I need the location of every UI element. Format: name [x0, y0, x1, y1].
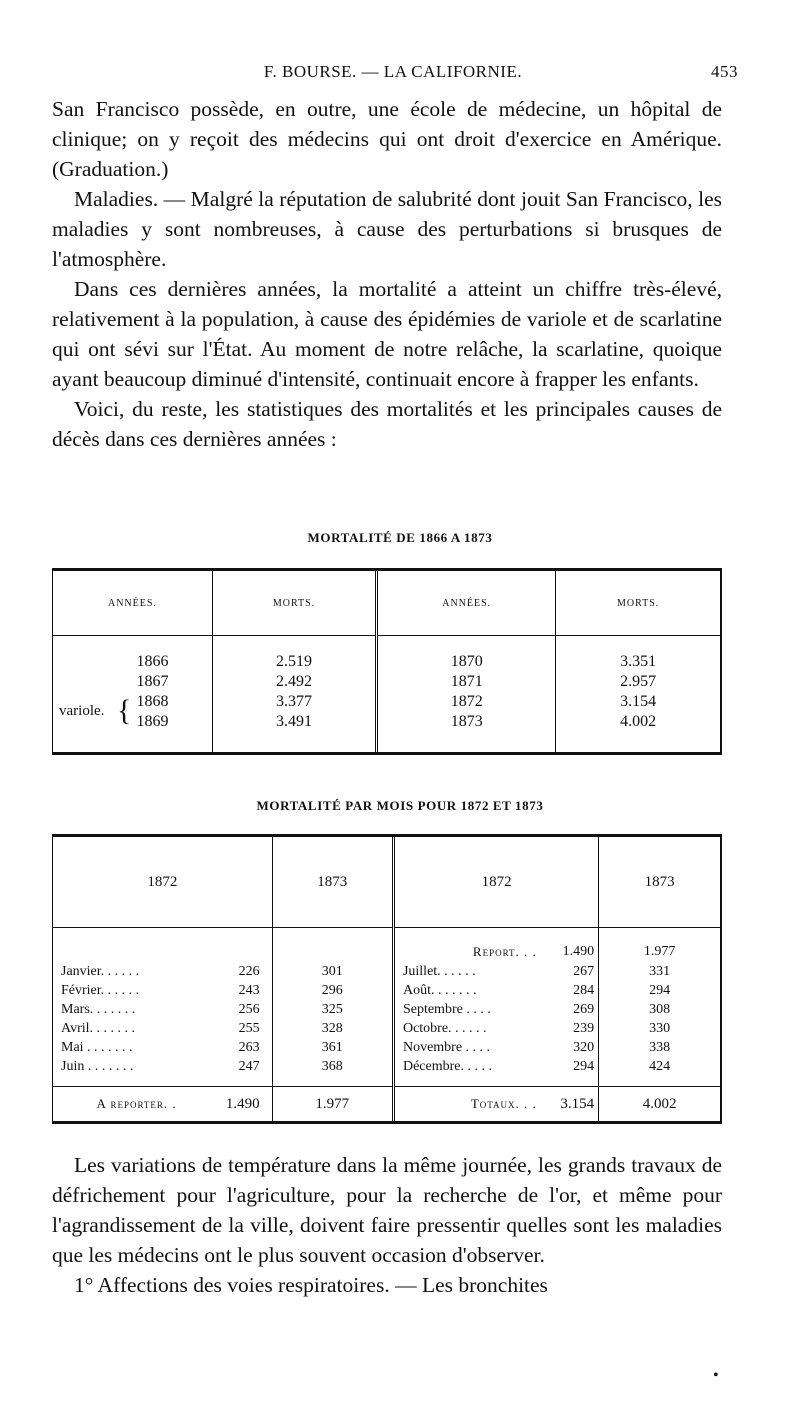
- table-row: [53, 712, 720, 732]
- deaths-cell: 3.154: [556, 692, 720, 712]
- value-1872: 247: [238, 1059, 260, 1074]
- table-row: [53, 1000, 720, 1019]
- year-cell: 1873: [377, 712, 556, 732]
- paragraph-variations: Les variations de température dans la même journée, les grands travaux de défrichement pour l'agriculture, pour la recherche de l'or, et même pour l'agrandissement de la ville, doivent faire pressentir quelles sont les maladies que les médecins ont le plus souvent occasion d'observer.: [52, 1153, 722, 1267]
- variole-label: variole.: [59, 703, 105, 719]
- page-number: 453: [711, 62, 738, 81]
- value-1873: 301: [272, 962, 393, 981]
- year-cell: 1868: [136, 693, 169, 710]
- header-title: F. BOURSE. — LA CALIFORNIE.: [263, 62, 523, 81]
- value-1873: 338: [599, 1038, 720, 1057]
- reporter-1873: 1.977: [272, 1087, 393, 1122]
- value-1873: 424: [599, 1057, 720, 1076]
- value-1872: 256: [238, 1002, 260, 1017]
- paragraph-mortalite: Dans ces dernières années, la mortalité a atteint un chiffre très-élevé, relativement à la population, à cause des épidémies de variole et de scarlatine qui ont sévi sur l'État. Au moment de notre relâche, la scarlatine, quoique ayant beaucoup diminué d'intensité, continuait encore à frapper les enfants.: [52, 277, 722, 391]
- table-row: [53, 1038, 720, 1057]
- month-label: Février. . . . . .: [61, 983, 140, 998]
- month-label: Septembre . . . .: [393, 1000, 542, 1019]
- month-label: Avril. . . . . . .: [61, 1021, 136, 1036]
- value-1873: 325: [272, 1000, 393, 1019]
- month-label: Juillet. . . . . .: [393, 962, 542, 981]
- totaux-1872: 3.154: [543, 1087, 599, 1122]
- brace-icon: {: [117, 694, 132, 727]
- year-cell: 1871: [377, 672, 556, 692]
- table1-header-row: [53, 571, 720, 636]
- table1-caption: MORTALITÉ DE 1866 A 1873: [307, 530, 493, 545]
- monthly-mortality-table: [52, 834, 722, 1124]
- totaux-label: Totaux. . .: [470, 1096, 537, 1111]
- paragraph-statistiques: Voici, du reste, les statistiques des mortalités et les principales causes de décès dans ces dernières années :: [52, 397, 722, 451]
- value-1872: 263: [238, 1040, 260, 1055]
- value-1873: 361: [272, 1038, 393, 1057]
- totaux-1873: 4.002: [599, 1087, 720, 1122]
- deaths-cell: 3.351: [556, 652, 720, 672]
- value-1873: 308: [599, 1000, 720, 1019]
- month-label: Mai . . . . . . .: [61, 1040, 133, 1055]
- month-label: Décembre. . . . .: [393, 1057, 542, 1076]
- year-cell: 1870: [377, 652, 556, 672]
- month-label: Octobre. . . . . .: [393, 1019, 542, 1038]
- table2-caption: MORTALITÉ PAR MOIS POUR 1872 ET 1873: [256, 798, 544, 813]
- value-1873: 368: [272, 1057, 393, 1076]
- value-1872: 320: [573, 1040, 595, 1055]
- month-label: Juin . . . . . . .: [61, 1059, 134, 1074]
- value-1872: 226: [238, 964, 260, 979]
- header-annees: ANNÉES.: [53, 571, 212, 636]
- table-row: [53, 672, 720, 692]
- totals-row: [53, 1087, 720, 1122]
- value-1873: 331: [599, 962, 720, 981]
- month-label: Mars. . . . . . .: [61, 1002, 136, 1017]
- report-label: Report. . .: [472, 944, 537, 959]
- header-morts: MORTS.: [212, 571, 376, 636]
- value-1873: 296: [272, 981, 393, 1000]
- deaths-cell: 2.519: [212, 652, 376, 672]
- deaths-cell: 3.491: [212, 712, 376, 732]
- year-cell: 1869: [136, 713, 169, 730]
- value-1872: 284: [573, 983, 595, 998]
- header-1872: 1872: [393, 837, 598, 928]
- year-cell: 1866: [136, 653, 169, 670]
- table-row: [53, 1057, 720, 1076]
- month-label: Août. . . . . . .: [393, 981, 542, 1000]
- header-1873: 1873: [599, 837, 720, 928]
- value-1872: 239: [573, 1021, 595, 1036]
- value-1873: 328: [272, 1019, 393, 1038]
- header-morts: MORTS.: [556, 571, 720, 636]
- table-row: [53, 652, 720, 672]
- header-1872: 1872: [53, 837, 272, 928]
- paragraph-graduation: San Francisco possède, en outre, une école de médecine, un hôpital de clinique; on y reçoit des médecins qui ont droit d'exercice en Amérique. (Graduation.): [52, 97, 722, 181]
- value-1872: 267: [573, 964, 595, 979]
- paragraph-maladies: Maladies. — Malgré la réputation de salubrité dont jouit San Francisco, les maladies y sont nombreuses, à cause des perturbations si brusques de l'atmosphère.: [52, 187, 722, 271]
- report-1872: 1.490: [562, 944, 595, 959]
- table2-header-row: [53, 837, 720, 928]
- deaths-cell: 2.957: [556, 672, 720, 692]
- ink-mark: •: [713, 1367, 719, 1384]
- running-header: [48, 62, 738, 92]
- deaths-cell: 2.492: [212, 672, 376, 692]
- value-1872: 255: [238, 1021, 260, 1036]
- month-label: Janvier. . . . . .: [61, 964, 140, 979]
- month-label: Novembre . . . .: [393, 1038, 542, 1057]
- value-1872: 269: [573, 1002, 595, 1017]
- header-annees: ANNÉES.: [377, 571, 556, 636]
- intro-text: [52, 94, 722, 454]
- value-1873: 294: [599, 981, 720, 1000]
- year-cell: 1867: [136, 673, 169, 690]
- deaths-cell: 3.377: [212, 692, 376, 712]
- mortality-table-1866-1873: [52, 568, 722, 755]
- table-row: [53, 962, 720, 981]
- header-1873: 1873: [272, 837, 393, 928]
- reporter-1872: 1.490: [212, 1087, 272, 1122]
- report-1873: 1.977: [599, 942, 720, 962]
- deaths-cell: 4.002: [556, 712, 720, 732]
- value-1872: 243: [238, 983, 260, 998]
- table-row: [53, 1019, 720, 1038]
- reporter-label: A reporter. .: [96, 1096, 177, 1111]
- report-row: [53, 942, 720, 962]
- closing-text: [52, 1150, 722, 1300]
- table-row: [53, 692, 720, 712]
- value-1873: 330: [599, 1019, 720, 1038]
- table-row: [53, 981, 720, 1000]
- value-1872: 294: [573, 1059, 595, 1074]
- paragraph-affections: 1° Affections des voies respiratoires. — Les bronchites: [74, 1273, 548, 1297]
- year-cell: 1872: [377, 692, 556, 712]
